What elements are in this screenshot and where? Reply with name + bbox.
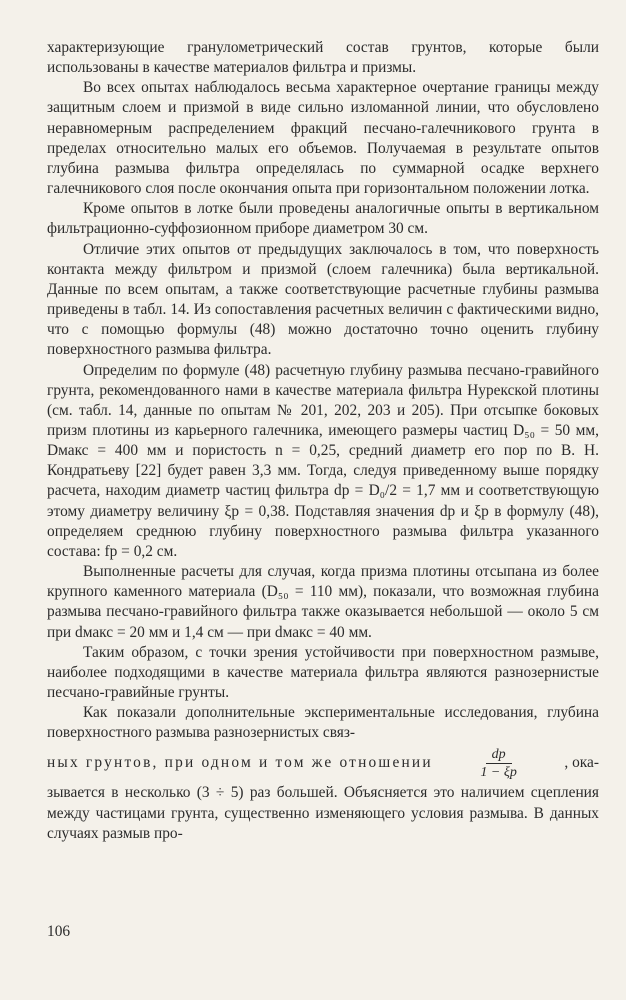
formula-line-text-after: , ока- <box>564 754 599 772</box>
formula-line-text-before: ных грунтов, при одном и том же отношении <box>47 754 433 772</box>
paragraph: характеризующие гранулометрический состав грунтов, которые были использованы в качестве материалов фильтра и призмы. <box>47 39 599 77</box>
paragraph: Выполненные расчеты для случая, когда призма плотины отсыпана из более крупного каменного материала (D₅₀ = 110 мм), показали, что возможная глубина размыва песчано-гравийного фильтра также оказывается небольшой — около 5 см при dмакс = 20 мм и 1,4 см — при dмакс = 40 мм. <box>47 563 599 641</box>
ratio-formula <box>474 747 522 780</box>
ratio-denominator: 1 − ξр <box>480 764 517 780</box>
paragraph: Определим по формуле (48) расчетную глубину размыва песчано-гравийного грунта, рекомендованного нами в качестве материала фильтра Нурекской плотины (см. табл. 14, данные по опытам № 201, 202, 203 и 205). При отсыпке боковых призм плотины из карьерного галечника, имеющего размеры частиц D₅₀ = 50 мм, Dмакс = 400 мм и пористость n = 0,25, средний диаметр его пор по В. Н. Кондратьеву [22] будет равен 3,3 мм. Тогда, следуя приведенному выше порядку расчета, находим диаметр частиц фильтра dр = D₀/2 = 1,7 мм и соответствующую этому диаметру величину ξр = 0,38. Подставляя значения dр и ξр в формулу (48), определяем среднюю глубину поверхностного размыва фильтра указанного состава: fр = 0,2 см. <box>47 361 599 560</box>
ratio-numerator: dр <box>486 747 512 764</box>
paragraph: Таким образом, с точки зрения устойчивости при поверхностном размыве, наиболее подходящими в качестве материала фильтра являются разнозернистые песчано-гравийные грунты. <box>47 643 599 701</box>
paragraph: Как показали дополнительные экспериментальные исследования, глубина поверхностного размыва разнозернистых связ- <box>47 704 599 742</box>
formula-line <box>47 743 599 783</box>
body-text <box>47 38 599 844</box>
page-number: 106 <box>47 923 71 940</box>
paragraph: Во всех опытах наблюдалось весьма характерное очертание границы между защитным слоем и призмой в виде сильно изломанной линии, что обусловлено неравномерным распределением фракций песчано-галечникового грунта в пределах относительно малых его объемов. Получаемая в результате опытов глубина размыва фильтра определялась по суммарной осадке верхнего галечникового слоя после окончания опыта при горизонтальном положении лотка. <box>47 79 599 198</box>
paragraph: Отличие этих опытов от предыдущих заключалось в том, что поверхность контакта между фильтром и призмой (слоем галечника) была вертикальной. Данные по всем опытам, а также соответствующие расчетные глубины размыва приведены в табл. 14. Из сопоставления расчетных величин с фактическими видно, что с помощью формулы (48) можно достаточно точно оценить глубину поверхностного размыва фильтра. <box>47 240 599 359</box>
paragraph: Кроме опытов в лотке были проведены аналогичные опыты в вертикальном фильтрационно-суффозионном приборе диаметром 30 см. <box>47 200 599 238</box>
paragraph: зывается в несколько (3 ÷ 5) раз большей. Объясняется это наличием сцепления между частицами грунта, существенно изменяющего условия размыва. В данных случаях размыв про- <box>47 784 599 842</box>
